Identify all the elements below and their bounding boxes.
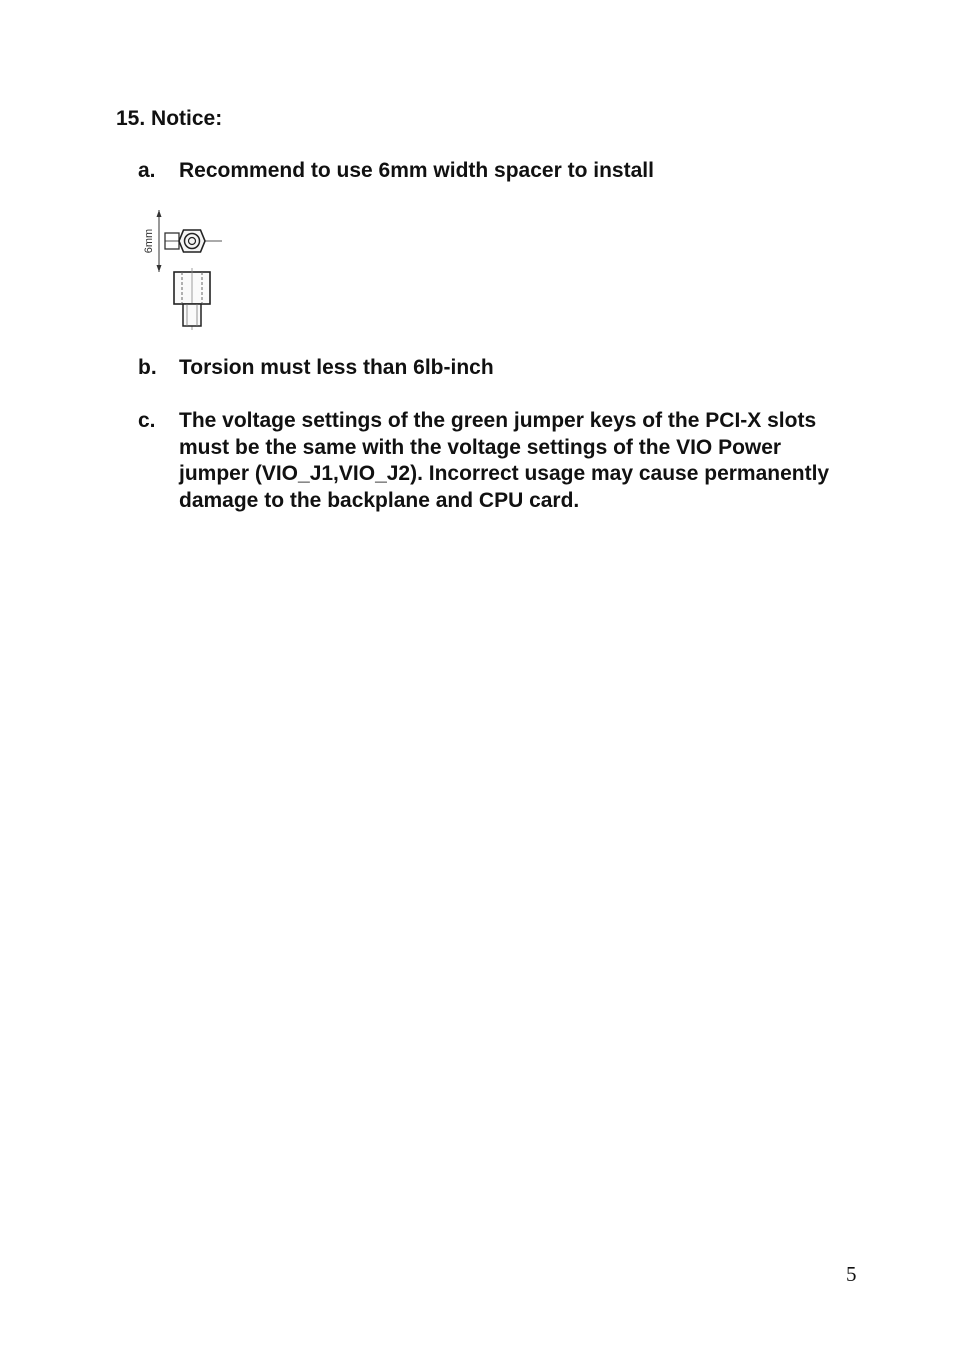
item-text: The voltage settings of the green jumper keys of the PCI-X slots must be the same with the voltage settings of the VIO Power jumper (VIO_J1,VIO_J2). Incorrect usage may cause permanently damage to the backplane and CPU card.: [179, 409, 830, 512]
notice-item-a: [138, 158, 838, 185]
hex-spacer-icon: [138, 208, 226, 332]
item-marker: c.: [138, 409, 156, 432]
item-marker: a.: [138, 159, 156, 182]
notice-item-b: [138, 355, 838, 382]
item-text: Torsion must less than 6lb-inch: [179, 356, 494, 379]
page-number: 5: [846, 1262, 857, 1286]
dimension-label: 6mm: [143, 228, 155, 254]
section-heading: 15. Notice:: [116, 107, 223, 130]
item-marker: b.: [138, 356, 157, 379]
item-text: Recommend to use 6mm width spacer to install: [179, 159, 654, 182]
notice-item-c: [138, 408, 838, 514]
